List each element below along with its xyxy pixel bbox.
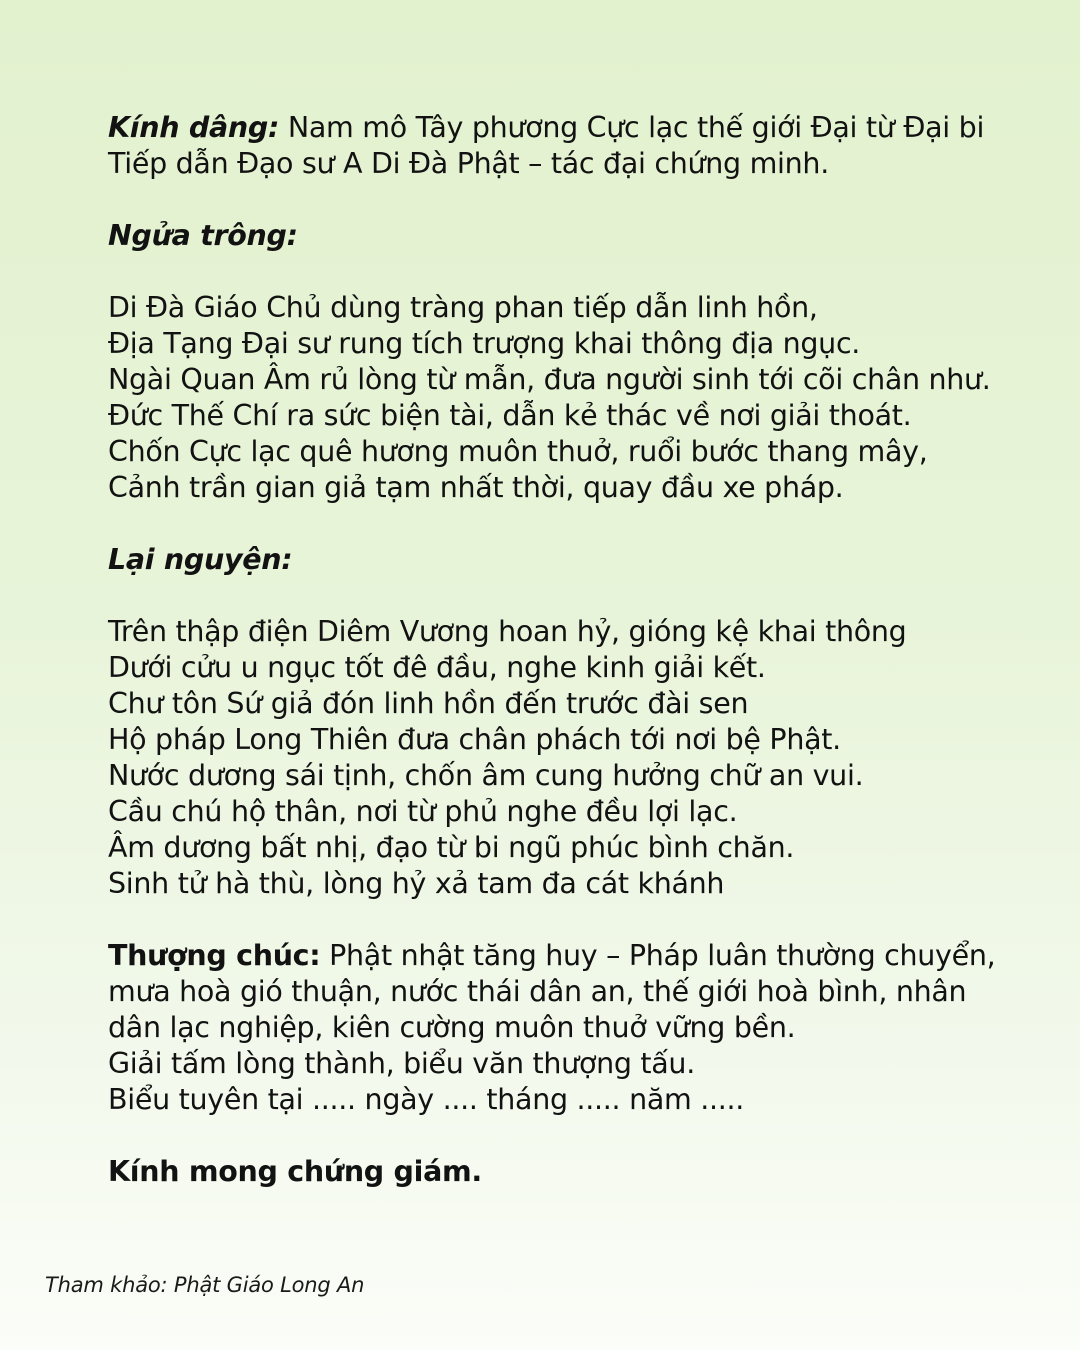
spacer [108, 902, 1008, 938]
section-lai-nguyen [108, 542, 1008, 578]
spacer [108, 506, 1008, 542]
label-thuong-chuc: Thượng chúc: [108, 939, 321, 972]
spacer [108, 1118, 1008, 1154]
verse-line: Đức Thế Chí ra sức biện tài, dẫn kẻ thác về nơi giải thoát. [108, 399, 912, 432]
verse-line: Âm dương bất nhị, đạo từ bi ngũ phúc bình chăn. [108, 831, 795, 864]
verse-lai-nguyen [108, 614, 1008, 902]
heading-lai-nguyen: Lại nguyện: [108, 543, 293, 576]
document-body [108, 110, 1008, 1190]
verse-line: Hộ pháp Long Thiên đưa chân phách tới nơi bệ Phật. [108, 723, 841, 756]
spacer [108, 182, 1008, 218]
spacer [108, 578, 1008, 614]
paragraph-thuong-chuc [108, 938, 1008, 1046]
verse-line: Sinh tử hà thù, lòng hỷ xả tam đa cát khánh [108, 867, 725, 900]
text-thuong-chuc: Phật nhật tăng huy – Pháp luân thường chuyển, mưa hoà gió thuận, nước thái dân an, thế giới hoà bình, nhân dân lạc nghiệp, kiên cường muôn thuở vững bền. [108, 939, 996, 1044]
verse-line: Di Đà Giáo Chủ dùng tràng phan tiếp dẫn linh hồn, [108, 291, 818, 324]
text-kinh-dang: Nam mô Tây phương Cực lạc thế giới Đại từ Đại bi Tiếp dẫn Đạo sư A Di Đà Phật – tác đại chứng minh. [108, 111, 985, 180]
verse-line: Cảnh trần gian giả tạm nhất thời, quay đầu xe pháp. [108, 471, 844, 504]
verse-line: Trên thập điện Diêm Vương hoan hỷ, gióng kệ khai thông [108, 615, 907, 648]
heading-ngua-trong: Ngửa trông: [108, 219, 298, 252]
verse-line: Biểu tuyên tại ..... ngày .... tháng ..... năm ..... [108, 1083, 745, 1116]
spacer [108, 254, 1008, 290]
verse-thuong-chuc [108, 1046, 1008, 1118]
verse-line: Chư tôn Sứ giả đón linh hồn đến trước đài sen [108, 687, 749, 720]
verse-line: Giải tấm lòng thành, biểu văn thượng tấu. [108, 1047, 695, 1080]
verse-line: Dưới cửu u ngục tốt đê đầu, nghe kinh giải kết. [108, 651, 766, 684]
label-kinh-dang: Kính dâng: [108, 111, 280, 144]
closing-line [108, 1154, 1008, 1190]
verse-line: Nước dương sái tịnh, chốn âm cung hưởng chữ an vui. [108, 759, 864, 792]
closing-text: Kính mong chứng giám. [108, 1155, 482, 1188]
verse-line: Địa Tạng Đại sư rung tích trượng khai thông địa ngục. [108, 327, 861, 360]
verse-ngua-trong [108, 290, 1008, 506]
paragraph-kinh-dang [108, 110, 1008, 182]
source-credit: Tham khảo: Phật Giáo Long An [45, 1273, 365, 1297]
verse-line: Cầu chú hộ thân, nơi từ phủ nghe đều lợi lạc. [108, 795, 738, 828]
verse-line: Chốn Cực lạc quê hương muôn thuở, ruổi bước thang mây, [108, 435, 928, 468]
verse-line: Ngài Quan Âm rủ lòng từ mẫn, đưa người sinh tới cõi chân như. [108, 363, 991, 396]
section-ngua-trong [108, 218, 1008, 254]
